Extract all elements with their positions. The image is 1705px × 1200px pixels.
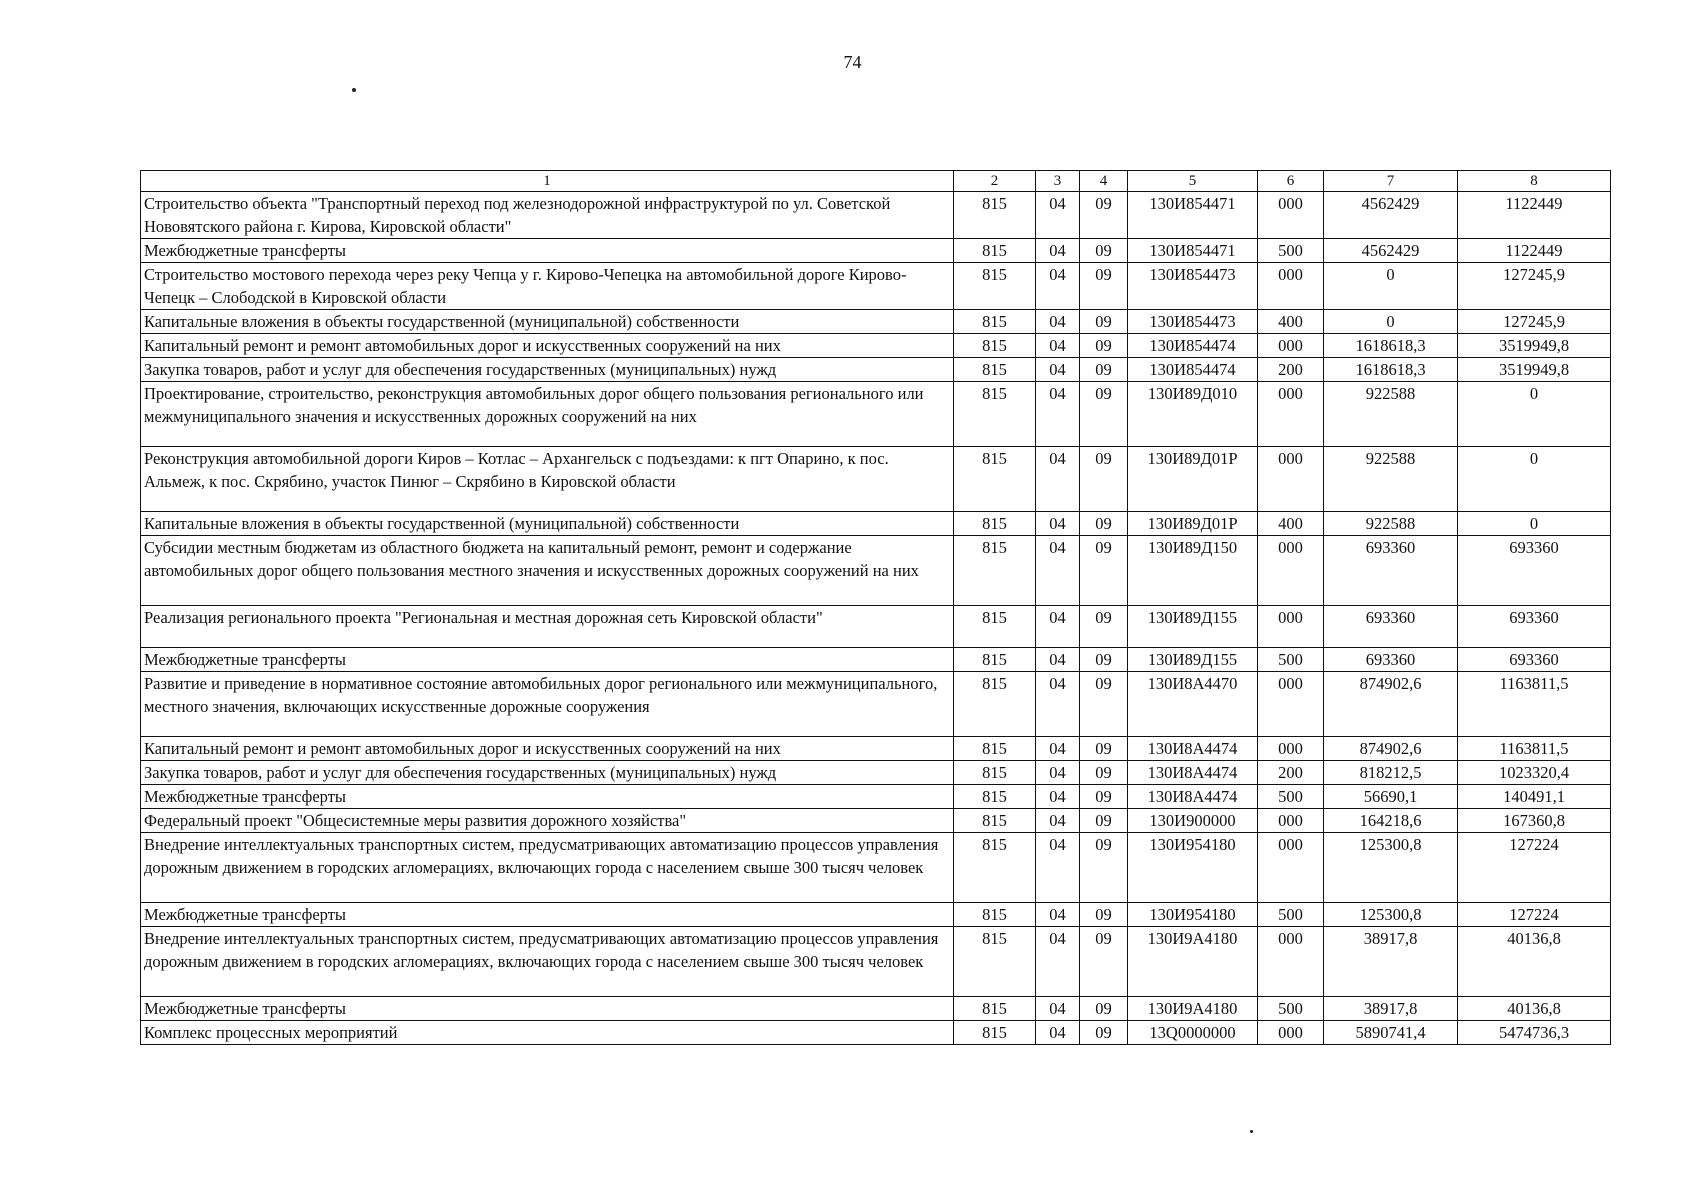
cell-c7: 1618618,3 [1324,358,1458,382]
cell-c6: 500 [1258,648,1324,672]
cell-c2: 815 [954,903,1036,927]
cell-c7: 693360 [1324,606,1458,648]
cell-c8: 1023320,4 [1458,761,1611,785]
row-name: Строительство мостового перехода через реку Чепца у г. Кирово-Чепецка на автомобильной дороге Кирово-Чепецк – Слободской в Кировской области [141,263,954,310]
budget-table [140,170,1611,1045]
col-header: 8 [1458,171,1611,192]
row-name: Межбюджетные трансферты [141,785,954,809]
cell-c7: 5890741,4 [1324,1021,1458,1045]
cell-c8: 0 [1458,512,1611,536]
table-row [141,809,1611,833]
cell-c3: 04 [1036,310,1080,334]
row-name: Закупка товаров, работ и услуг для обеспечения государственных (муниципальных) нужд [141,358,954,382]
cell-c4: 09 [1080,737,1128,761]
cell-c4: 09 [1080,334,1128,358]
row-name: Капитальные вложения в объекты государственной (муниципальной) собственности [141,512,954,536]
cell-c4: 09 [1080,997,1128,1021]
col-header: 4 [1080,171,1128,192]
cell-c6: 000 [1258,927,1324,997]
table-row [141,310,1611,334]
cell-c7: 4562429 [1324,192,1458,239]
table-row [141,737,1611,761]
cell-c6: 500 [1258,997,1324,1021]
row-name: Межбюджетные трансферты [141,239,954,263]
cell-c6: 200 [1258,761,1324,785]
cell-c4: 09 [1080,382,1128,447]
cell-c5: 130И854473 [1128,263,1258,310]
cell-c2: 815 [954,1021,1036,1045]
table-row [141,761,1611,785]
cell-c6: 500 [1258,785,1324,809]
cell-c4: 09 [1080,761,1128,785]
col-header: 1 [141,171,954,192]
cell-c6: 000 [1258,192,1324,239]
cell-c3: 04 [1036,239,1080,263]
page-number: 74 [843,52,862,72]
cell-c3: 04 [1036,263,1080,310]
cell-c7: 125300,8 [1324,833,1458,903]
cell-c2: 815 [954,997,1036,1021]
row-name: Закупка товаров, работ и услуг для обеспечения государственных (муниципальных) нужд [141,761,954,785]
table-row [141,192,1611,239]
table-row [141,606,1611,648]
table-row [141,536,1611,606]
cell-c3: 04 [1036,672,1080,737]
cell-c2: 815 [954,447,1036,512]
cell-c5: 130И954180 [1128,903,1258,927]
cell-c4: 09 [1080,310,1128,334]
cell-c2: 815 [954,512,1036,536]
cell-c4: 09 [1080,239,1128,263]
cell-c4: 09 [1080,536,1128,606]
cell-c3: 04 [1036,997,1080,1021]
cell-c3: 04 [1036,809,1080,833]
cell-c7: 125300,8 [1324,903,1458,927]
cell-c7: 693360 [1324,536,1458,606]
table-row [141,239,1611,263]
cell-c2: 815 [954,672,1036,737]
cell-c3: 04 [1036,512,1080,536]
cell-c8: 140491,1 [1458,785,1611,809]
cell-c8: 693360 [1458,606,1611,648]
cell-c7: 922588 [1324,382,1458,447]
cell-c2: 815 [954,833,1036,903]
cell-c4: 09 [1080,1021,1128,1045]
cell-c2: 815 [954,927,1036,997]
cell-c5: 130И854471 [1128,239,1258,263]
row-name: Реализация регионального проекта "Региональная и местная дорожная сеть Кировской области" [141,606,954,648]
cell-c7: 1618618,3 [1324,334,1458,358]
table-row [141,447,1611,512]
table-row [141,672,1611,737]
cell-c4: 09 [1080,672,1128,737]
row-name: Капитальный ремонт и ремонт автомобильных дорог и искусственных сооружений на них [141,334,954,358]
cell-c4: 09 [1080,927,1128,997]
row-name: Межбюджетные трансферты [141,648,954,672]
cell-c7: 4562429 [1324,239,1458,263]
cell-c4: 09 [1080,785,1128,809]
cell-c2: 815 [954,310,1036,334]
cell-c2: 815 [954,809,1036,833]
cell-c5: 130И8А4474 [1128,761,1258,785]
table-row [141,512,1611,536]
cell-c2: 815 [954,192,1036,239]
cell-c8: 40136,8 [1458,927,1611,997]
table-row [141,833,1611,903]
cell-c2: 815 [954,536,1036,606]
cell-c8: 1122449 [1458,192,1611,239]
row-name: Проектирование, строительство, реконструкция автомобильных дорог общего пользования регионального или межмуниципального значения и искусственных дорожных сооружений на них [141,382,954,447]
cell-c5: 130И89Д01Р [1128,512,1258,536]
cell-c5: 130И854473 [1128,310,1258,334]
cell-c5: 130И900000 [1128,809,1258,833]
cell-c4: 09 [1080,263,1128,310]
cell-c3: 04 [1036,606,1080,648]
row-name: Капитальный ремонт и ремонт автомобильных дорог и искусственных сооружений на них [141,737,954,761]
cell-c3: 04 [1036,737,1080,761]
cell-c6: 500 [1258,239,1324,263]
cell-c4: 09 [1080,648,1128,672]
row-name: Межбюджетные трансферты [141,997,954,1021]
cell-c2: 815 [954,263,1036,310]
cell-c6: 000 [1258,809,1324,833]
table-row [141,1021,1611,1045]
cell-c5: 130И89Д010 [1128,382,1258,447]
row-name: Внедрение интеллектуальных транспортных систем, предусматривающих автоматизацию процессов управления дорожным движением в городских агломерациях, включающих города с населением свыше 300 тысяч человек [141,833,954,903]
row-name: Субсидии местным бюджетам из областного бюджета на капитальный ремонт, ремонт и содержание автомобильных дорог общего пользования местного значения и искусственных дорожных сооружений на них [141,536,954,606]
cell-c5: 130И854474 [1128,334,1258,358]
cell-c8: 127245,9 [1458,263,1611,310]
col-header: 2 [954,171,1036,192]
col-header: 7 [1324,171,1458,192]
cell-c3: 04 [1036,785,1080,809]
table-row [141,903,1611,927]
cell-c3: 04 [1036,903,1080,927]
cell-c7: 693360 [1324,648,1458,672]
cell-c2: 815 [954,606,1036,648]
cell-c8: 693360 [1458,536,1611,606]
cell-c2: 815 [954,382,1036,447]
cell-c5: 130И89Д155 [1128,648,1258,672]
cell-c2: 815 [954,785,1036,809]
cell-c4: 09 [1080,833,1128,903]
table-row [141,358,1611,382]
col-header: 5 [1128,171,1258,192]
cell-c8: 167360,8 [1458,809,1611,833]
cell-c7: 874902,6 [1324,672,1458,737]
cell-c6: 200 [1258,358,1324,382]
cell-c8: 1122449 [1458,239,1611,263]
cell-c5: 130И854471 [1128,192,1258,239]
table-row [141,927,1611,997]
cell-c6: 400 [1258,310,1324,334]
col-header: 6 [1258,171,1324,192]
row-name: Реконструкция автомобильной дороги Киров – Котлас – Архангельск с подъездами: к пгт Опарино, к пос. Альмеж, к пос. Скрябино, участок Пинюг – Скрябино в Кировской области [141,447,954,512]
cell-c7: 0 [1324,263,1458,310]
table-row [141,263,1611,310]
cell-c5: 130И8А4474 [1128,737,1258,761]
cell-c6: 500 [1258,903,1324,927]
cell-c3: 04 [1036,447,1080,512]
cell-c6: 000 [1258,672,1324,737]
cell-c6: 000 [1258,536,1324,606]
cell-c3: 04 [1036,648,1080,672]
cell-c6: 000 [1258,447,1324,512]
cell-c3: 04 [1036,833,1080,903]
cell-c4: 09 [1080,447,1128,512]
cell-c4: 09 [1080,903,1128,927]
cell-c3: 04 [1036,334,1080,358]
cell-c8: 0 [1458,447,1611,512]
cell-c3: 04 [1036,536,1080,606]
row-name: Межбюджетные трансферты [141,903,954,927]
row-name: Комплекс процессных мероприятий [141,1021,954,1045]
cell-c4: 09 [1080,606,1128,648]
cell-c7: 0 [1324,310,1458,334]
cell-c3: 04 [1036,927,1080,997]
table-row [141,334,1611,358]
cell-c7: 164218,6 [1324,809,1458,833]
cell-c8: 127224 [1458,833,1611,903]
table-row [141,648,1611,672]
cell-c5: 130И9А4180 [1128,927,1258,997]
row-name: Развитие и приведение в нормативное состояние автомобильных дорог регионального или межмуниципального, местного значения, включающих искусственные дорожные сооружения [141,672,954,737]
table-row [141,997,1611,1021]
col-header: 3 [1036,171,1080,192]
cell-c8: 3519949,8 [1458,358,1611,382]
cell-c7: 38917,8 [1324,927,1458,997]
row-name: Федеральный проект "Общесистемные меры развития дорожного хозяйства" [141,809,954,833]
cell-c6: 000 [1258,833,1324,903]
cell-c5: 130И89Д01Р [1128,447,1258,512]
row-name: Внедрение интеллектуальных транспортных систем, предусматривающих автоматизацию процессов управления дорожным движением в городских агломерациях, включающих города с населением свыше 300 тысяч человек [141,927,954,997]
cell-c3: 04 [1036,761,1080,785]
scan-speck [352,88,356,92]
cell-c3: 04 [1036,358,1080,382]
cell-c6: 000 [1258,606,1324,648]
cell-c5: 130И89Д155 [1128,606,1258,648]
cell-c5: 130И954180 [1128,833,1258,903]
cell-c2: 815 [954,334,1036,358]
cell-c8: 1163811,5 [1458,737,1611,761]
cell-c2: 815 [954,358,1036,382]
cell-c2: 815 [954,239,1036,263]
cell-c3: 04 [1036,382,1080,447]
cell-c7: 922588 [1324,447,1458,512]
table-row [141,382,1611,447]
cell-c4: 09 [1080,809,1128,833]
cell-c5: 13Q0000000 [1128,1021,1258,1045]
cell-c6: 000 [1258,334,1324,358]
cell-c5: 130И9А4180 [1128,997,1258,1021]
cell-c5: 130И8А4470 [1128,672,1258,737]
cell-c6: 000 [1258,737,1324,761]
cell-c6: 000 [1258,263,1324,310]
cell-c2: 815 [954,737,1036,761]
cell-c7: 922588 [1324,512,1458,536]
header-row [141,171,1611,192]
cell-c8: 0 [1458,382,1611,447]
cell-c6: 000 [1258,1021,1324,1045]
cell-c8: 40136,8 [1458,997,1611,1021]
cell-c3: 04 [1036,1021,1080,1045]
row-name: Капитальные вложения в объекты государственной (муниципальной) собственности [141,310,954,334]
cell-c7: 874902,6 [1324,737,1458,761]
cell-c8: 693360 [1458,648,1611,672]
row-name: Строительство объекта "Транспортный переход под железнодорожной инфраструктурой по ул. Советской Нововятского района г. Кирова, Кировской области" [141,192,954,239]
table-row [141,785,1611,809]
cell-c4: 09 [1080,192,1128,239]
cell-c8: 1163811,5 [1458,672,1611,737]
cell-c7: 818212,5 [1324,761,1458,785]
cell-c8: 127224 [1458,903,1611,927]
cell-c8: 3519949,8 [1458,334,1611,358]
cell-c5: 130И89Д150 [1128,536,1258,606]
cell-c6: 400 [1258,512,1324,536]
cell-c7: 38917,8 [1324,997,1458,1021]
cell-c3: 04 [1036,192,1080,239]
cell-c6: 000 [1258,382,1324,447]
cell-c8: 127245,9 [1458,310,1611,334]
cell-c4: 09 [1080,512,1128,536]
cell-c2: 815 [954,761,1036,785]
cell-c7: 56690,1 [1324,785,1458,809]
cell-c4: 09 [1080,358,1128,382]
scan-speck [1250,1130,1253,1133]
cell-c8: 5474736,3 [1458,1021,1611,1045]
cell-c2: 815 [954,648,1036,672]
cell-c5: 130И854474 [1128,358,1258,382]
cell-c5: 130И8А4474 [1128,785,1258,809]
